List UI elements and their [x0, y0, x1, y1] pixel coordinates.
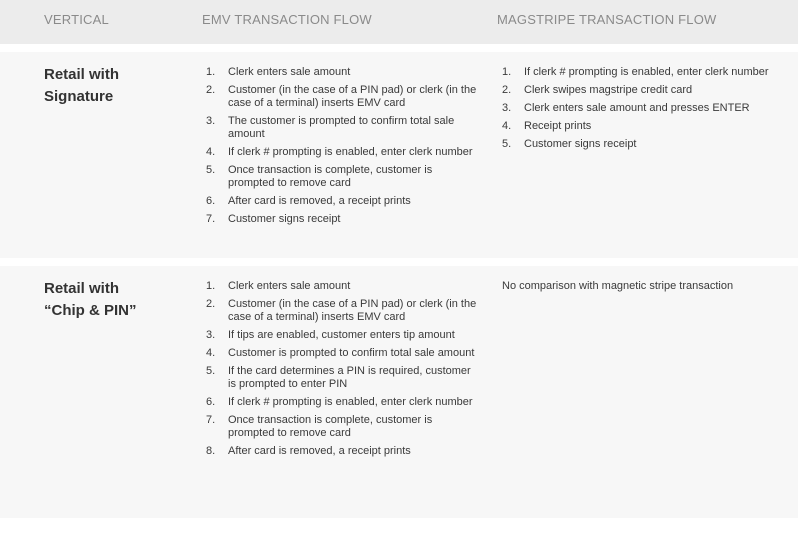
list-item: 6. After card is removed, a receipt prints	[206, 195, 411, 207]
vertical-label-line1: Retail with	[44, 280, 120, 297]
list-item: 4. Customer is prompted to confirm total sale amount	[206, 347, 475, 359]
list-item: 3. If tips are enabled, customer enters tip amount	[206, 329, 455, 341]
table-row	[0, 266, 798, 518]
vertical-label-line1: Retail with	[44, 66, 120, 83]
list-item: 1. If clerk # prompting is enabled, enter clerk number	[502, 66, 769, 78]
list-item: 7. Customer signs receipt	[206, 213, 341, 225]
header-emv-flow: EMV TRANSACTION FLOW	[202, 12, 372, 27]
list-item: 7. Once transaction is complete, customer is prompted to remove card	[206, 414, 433, 439]
vertical-label-line2: Signature	[44, 88, 114, 105]
magstripe-steps-list	[502, 66, 788, 156]
list-item: 2. Customer (in the case of a PIN pad) or clerk (in the case of a terminal) inserts EMV card	[206, 298, 477, 323]
header-magstripe-flow: MAGSTRIPE TRANSACTION FLOW	[497, 12, 717, 27]
table-row	[0, 52, 798, 258]
list-item: 8. After card is removed, a receipt prints	[206, 445, 411, 457]
list-item: 4. If clerk # prompting is enabled, enter clerk number	[206, 146, 473, 158]
magstripe-note: No comparison with magnetic stripe transaction	[502, 280, 734, 292]
list-item: 5. If the card determines a PIN is required, customer is prompted to enter PIN	[206, 365, 471, 390]
emv-steps-list	[206, 66, 478, 231]
table-header	[0, 0, 798, 44]
list-item: 2. Customer (in the case of a PIN pad) or clerk (in the case of a terminal) inserts EMV card	[206, 84, 477, 109]
list-item: 2. Clerk swipes magstripe credit card	[502, 84, 693, 96]
list-item: 3. The customer is prompted to confirm total sale amount	[206, 115, 455, 140]
vertical-label	[44, 64, 119, 108]
list-item: 5. Once transaction is complete, customer is prompted to remove card	[206, 164, 433, 189]
list-item: 4. Receipt prints	[502, 120, 592, 132]
list-item: 3. Clerk enters sale amount and presses ENTER	[502, 102, 750, 114]
header-vertical: VERTICAL	[44, 12, 109, 27]
list-item: 1. Clerk enters sale amount	[206, 66, 351, 78]
vertical-label	[44, 278, 137, 322]
list-item: 6. If clerk # prompting is enabled, enter clerk number	[206, 396, 473, 408]
vertical-label-line2: “Chip & PIN”	[44, 302, 137, 319]
emv-steps-list	[206, 280, 478, 463]
list-item: 1. Clerk enters sale amount	[206, 280, 351, 292]
list-item: 5. Customer signs receipt	[502, 138, 637, 150]
